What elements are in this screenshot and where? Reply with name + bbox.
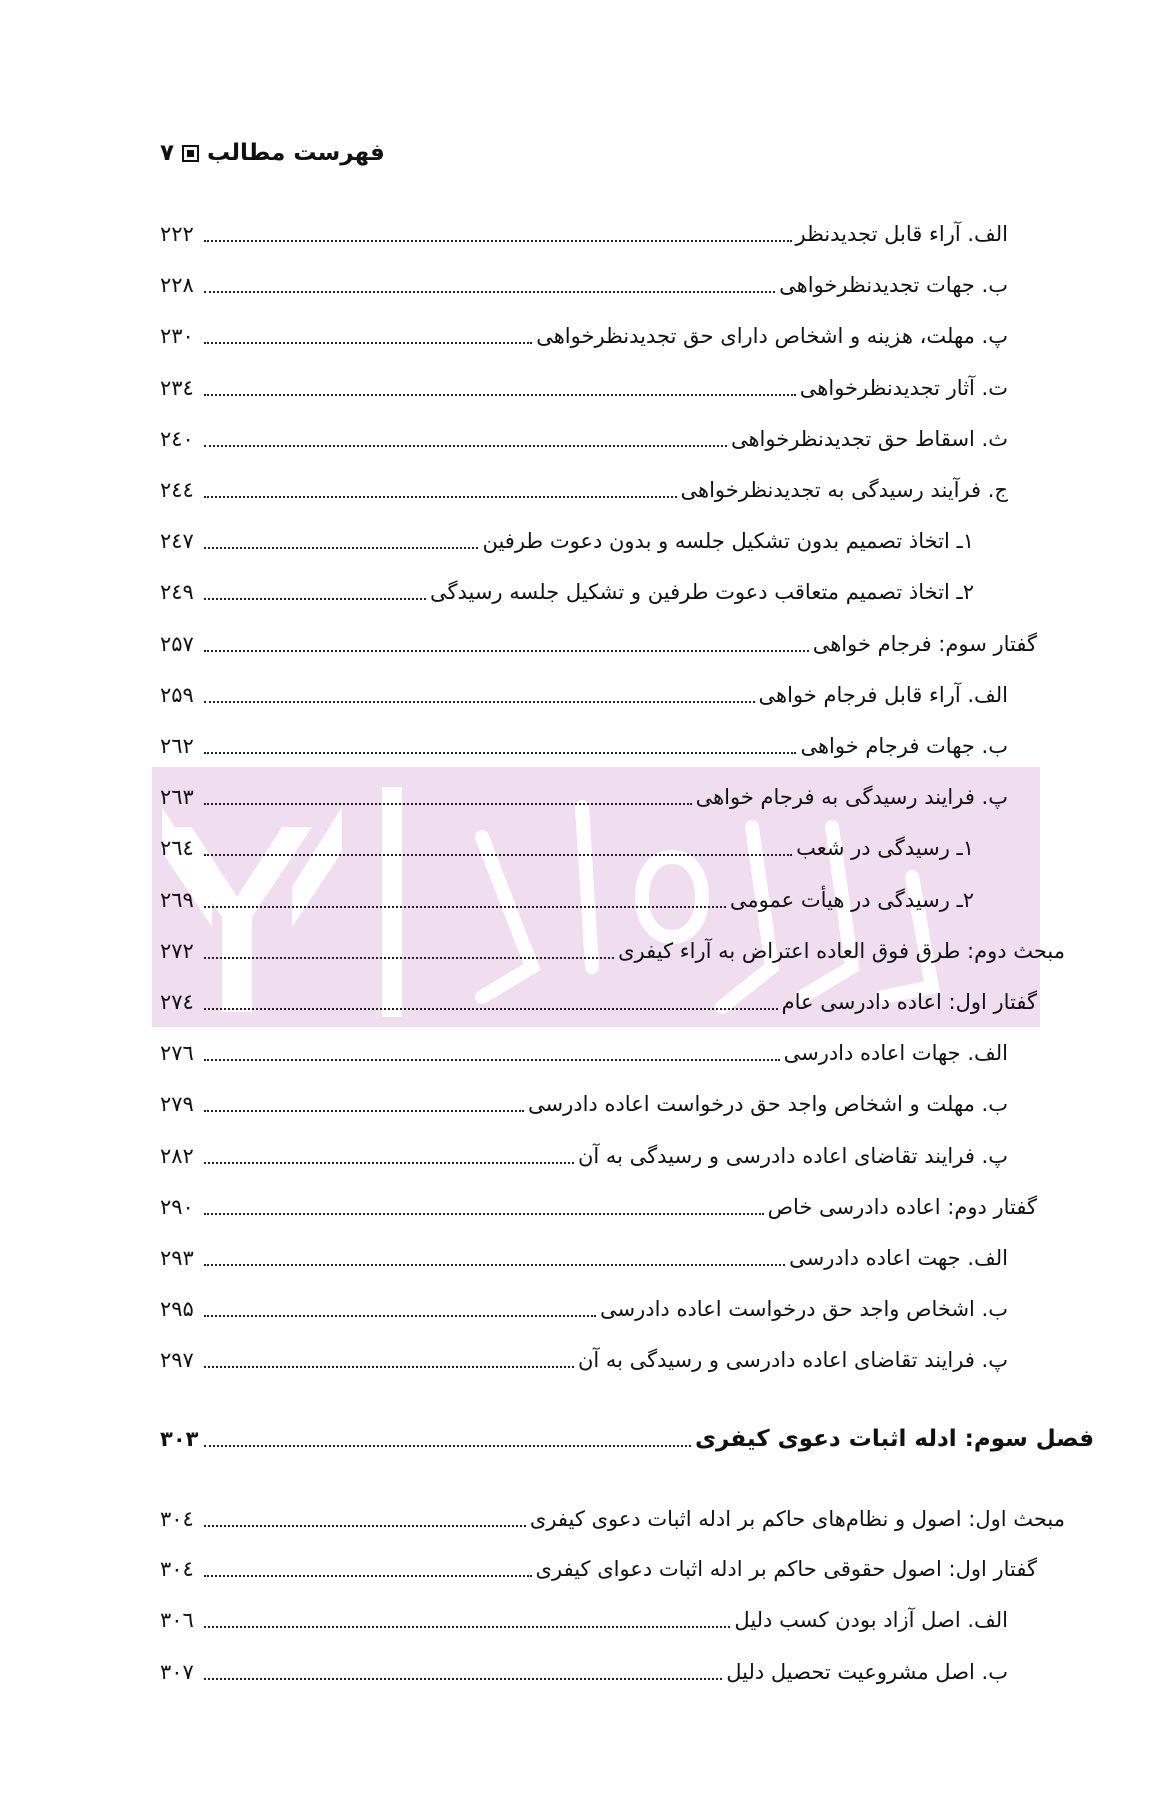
toc-entry — [160, 1340, 1008, 1380]
entry-title: ج. فرآیند رسیدگی به تجدیدنظرخواهی — [680, 478, 1008, 502]
entry-title: پ. فرایند تقاضای اعاده دادرسی و رسیدگی به آن — [577, 1348, 1008, 1373]
page-header — [160, 140, 385, 166]
dot-leader — [204, 1162, 574, 1164]
toc-entry — [160, 572, 974, 612]
entry-title: ۲ـ اتخاذ تصمیم متعاقب دعوت طرفین و تشکیل جلسه رسیدگی — [429, 580, 974, 605]
entry-page-number: ۲۲۲ — [160, 222, 194, 246]
dot-leader — [204, 1678, 722, 1680]
entry-page-number: ۲۵۹ — [160, 682, 194, 707]
dot-leader — [204, 752, 796, 754]
dot-leader — [204, 1626, 730, 1628]
chapter-entry — [160, 1419, 1094, 1459]
dot-leader — [204, 957, 614, 959]
toc-entry — [160, 1238, 1008, 1278]
entry-page-number: ۲٦۲ — [160, 734, 194, 758]
dot-leader — [204, 701, 755, 703]
entry-page-number: ۳۰۳ — [160, 1427, 199, 1451]
entry-title: ۲ـ رسیدگی در هیأت عمومی — [729, 887, 974, 912]
toc-entry — [160, 316, 1008, 356]
entry-page-number: ۲۳۰ — [160, 324, 194, 349]
entry-page-number: ۲٤۷ — [160, 529, 194, 554]
toc-entry — [160, 726, 1008, 766]
toc-entry — [160, 982, 1037, 1022]
toc-entry — [160, 1499, 1065, 1539]
entry-page-number: ۲۳٤ — [160, 375, 194, 400]
entry-title: الف. جهت اعاده دادرسی — [789, 1246, 1008, 1270]
entry-title: ت. آثار تجدیدنظرخواهی — [799, 375, 1008, 400]
toc-entry — [160, 214, 1008, 254]
entry-page-number: ۲٦٤ — [160, 836, 194, 861]
entry-page-number: ۲۵۷ — [160, 631, 194, 656]
dot-leader — [204, 1008, 778, 1010]
entry-title: ۱ـ رسیدگی در شعب — [796, 836, 974, 861]
dot-leader — [204, 1264, 785, 1266]
toc-entry — [160, 1289, 1008, 1329]
dot-leader — [204, 547, 478, 549]
entry-title: پ. مهلت، هزینه و اشخاص دارای حق تجدیدنظرخواهی — [536, 324, 1008, 349]
entry-title: الف. جهات اعاده دادرسی — [783, 1041, 1008, 1066]
dot-leader — [204, 650, 809, 652]
dot-leader — [204, 906, 726, 908]
entry-title: گفتار اول: اصول حقوقی حاکم بر ادله اثبات دعوای کیفری — [535, 1557, 1037, 1581]
entry-title: ۱ـ اتخاذ تصمیم بدون تشکیل جلسه و بدون دعوت طرفین — [482, 529, 974, 554]
dot-leader — [204, 1059, 780, 1061]
toc-entry — [160, 419, 1008, 459]
entry-page-number: ۲٤٤ — [160, 478, 194, 502]
toc-entry — [160, 675, 1008, 715]
entry-title: ب. اشخاص واجد حق درخواست اعاده دادرسی — [599, 1297, 1008, 1322]
entry-page-number: ۲۹۰ — [160, 1194, 194, 1219]
dot-leader — [204, 1445, 691, 1447]
entry-page-number: ۳۰٦ — [160, 1608, 194, 1632]
entry-page-number: ۲٦۹ — [160, 887, 194, 912]
entry-page-number: ۳۰۷ — [160, 1660, 194, 1684]
entry-title: فصل سوم: ادله اثبات دعوی کیفری — [694, 1426, 1094, 1452]
dot-leader — [204, 394, 796, 396]
dot-leader — [204, 1213, 764, 1215]
toc-entry — [160, 828, 974, 868]
dot-leader — [204, 240, 792, 242]
entry-title: ث. اسقاط حق تجدیدنظرخواهی — [730, 426, 1008, 451]
entry-title: ب. اصل مشروعیت تحصیل دلیل — [726, 1660, 1008, 1684]
entry-page-number: ۲۷٤ — [160, 990, 194, 1014]
toc-entry — [160, 880, 974, 920]
toc-entry — [160, 931, 1065, 971]
dot-leader — [204, 1525, 526, 1527]
toc-entry — [160, 1187, 1037, 1227]
entry-title: مبحث اول: اصول و نظام‌های حاکم بر ادله اثبات دعوی کیفری — [529, 1507, 1065, 1531]
toc-entry — [160, 1652, 1008, 1692]
entry-page-number: ۲۸۲ — [160, 1143, 194, 1168]
entry-page-number: ۲۹۷ — [160, 1348, 194, 1373]
entry-title: گفتار سوم: فرجام خواهی — [812, 631, 1037, 656]
entry-page-number: ۲٤۰ — [160, 426, 194, 451]
running-title: فهرست مطالب — [207, 140, 385, 166]
dot-leader — [204, 854, 792, 856]
dot-leader — [204, 1575, 532, 1577]
entry-page-number: ۳۰٤ — [160, 1557, 194, 1581]
toc-entry — [160, 1549, 1037, 1589]
entry-page-number: ۲۹۵ — [160, 1297, 194, 1322]
dot-leader — [204, 496, 677, 498]
entry-title: ب. جهات تجدیدنظرخواهی — [779, 273, 1008, 298]
dot-leader — [204, 1366, 574, 1368]
entry-page-number: ۲۷۲ — [160, 938, 194, 963]
toc-entry — [160, 624, 1037, 664]
toc-entry — [160, 265, 1008, 305]
dot-leader — [204, 1315, 596, 1317]
entry-title: مبحث دوم: طرق فوق العاده اعتراض به آراء کیفری — [618, 938, 1065, 963]
entry-page-number: ۲۲۸ — [160, 273, 194, 298]
page-number: ۷ — [160, 140, 175, 166]
dot-leader — [204, 342, 532, 344]
entry-page-number: ۲۷۹ — [160, 1092, 194, 1117]
entry-page-number: ۲۹۳ — [160, 1246, 194, 1270]
toc-entry — [160, 1033, 1008, 1073]
entry-title: الف. آراء قابل فرجام خواهی — [758, 682, 1008, 707]
entry-title: پ. فرایند رسیدگی به فرجام خواهی — [695, 785, 1008, 810]
toc-entry — [160, 470, 1008, 510]
entry-title: الف. آراء قابل تجدیدنظر — [795, 222, 1008, 246]
dot-leader — [204, 1110, 524, 1112]
dot-leader — [204, 291, 775, 293]
dot-leader — [204, 445, 727, 447]
toc-entry — [160, 1136, 1008, 1176]
square-bullet-icon — [182, 145, 199, 162]
toc-entry — [160, 1084, 1008, 1124]
entry-title: گفتار دوم: اعاده دادرسی خاص — [767, 1194, 1037, 1219]
entry-title: پ. فرایند تقاضای اعاده دادرسی و رسیدگی به آن — [577, 1143, 1008, 1168]
entry-title: ب. جهات فرجام خواهی — [800, 734, 1008, 758]
entry-page-number: ۲٤۹ — [160, 580, 194, 605]
toc-entry — [160, 368, 1008, 408]
entry-page-number: ۲٦۳ — [160, 785, 194, 810]
entry-title: ب. مهلت و اشخاص واجد حق درخواست اعاده دادرسی — [527, 1092, 1008, 1117]
entry-page-number: ۲۷٦ — [160, 1041, 194, 1066]
dot-leader — [204, 803, 692, 805]
entry-page-number: ۳۰٤ — [160, 1507, 194, 1531]
toc-entry — [160, 521, 974, 561]
entry-title: گفتار اول: اعاده دادرسی عام — [781, 990, 1037, 1014]
toc-entry — [160, 1600, 1008, 1640]
entry-title: الف. اصل آزاد بودن کسب دلیل — [734, 1608, 1008, 1632]
toc-entry — [160, 777, 1008, 817]
dot-leader — [204, 598, 426, 600]
